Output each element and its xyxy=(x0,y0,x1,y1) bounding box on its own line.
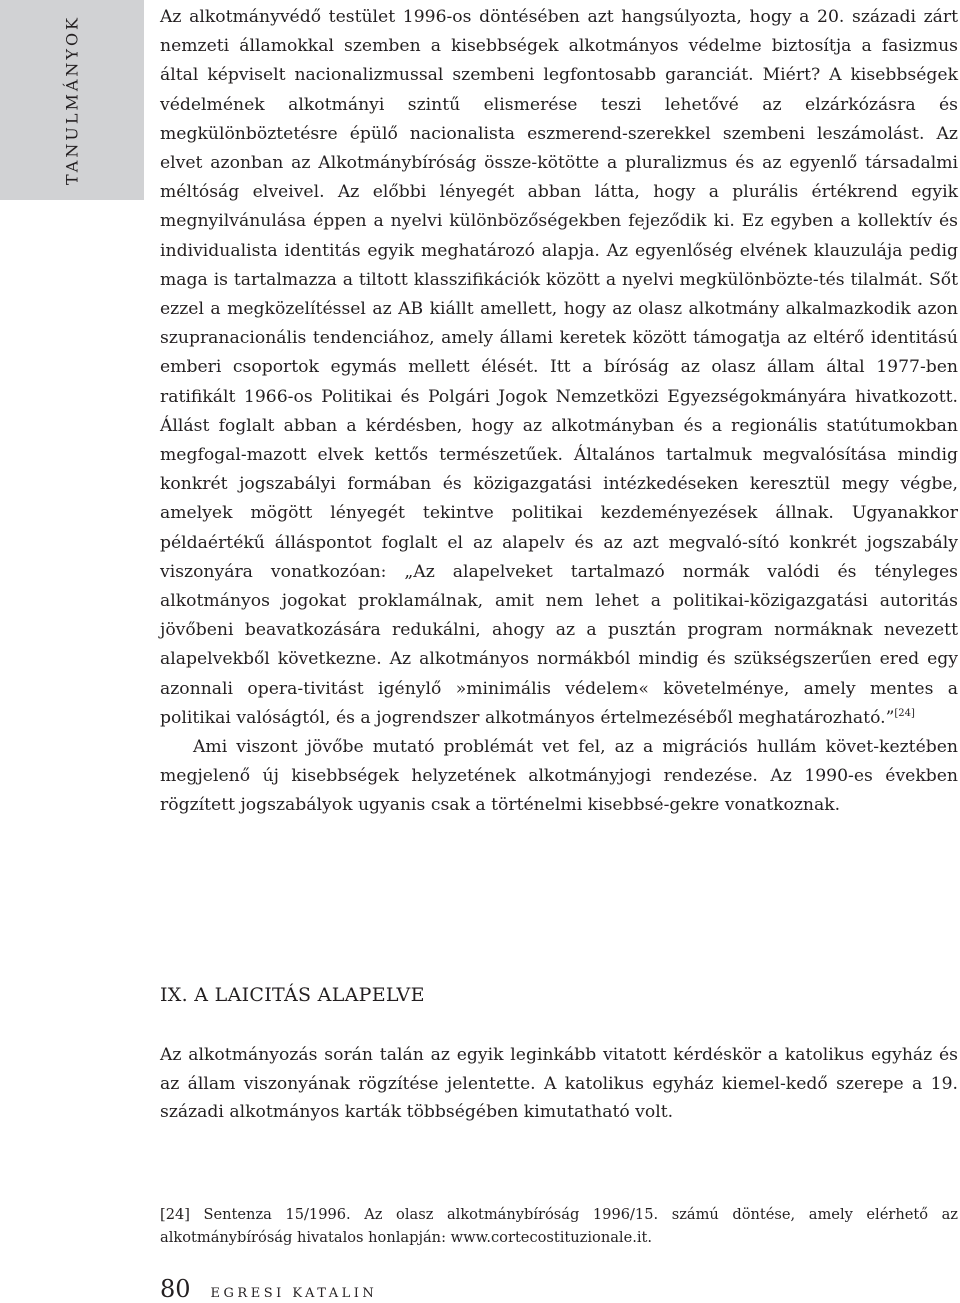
text-line: tés tilalmát. Sőt ezzel a megközelítéssel az AB kiállt amellett, hogy az olasz xyxy=(160,269,958,320)
text-line: kötötte a pluralizmus és az egyenlő társadalmi méltóság elveivel. Az előbbi xyxy=(160,153,959,203)
text-line: alkotmányos normákból mindig és szükségszerűen ered egy azonnali opera- xyxy=(160,649,959,699)
section-paragraph xyxy=(160,1041,958,1127)
text-line: keztében megjelenő új kisebbségek helyzetének alkotmányjogi rendezése. Az xyxy=(160,737,958,787)
footnote-reference[interactable]: [24] xyxy=(894,707,915,719)
section-heading: IX. A LAICITÁS ALAPELVE xyxy=(160,984,425,1006)
text-line: garanciát. Miért? A kisebbségek védelmének alkotmányi szintű elismerése teszi xyxy=(160,65,958,115)
paragraph-1 xyxy=(160,3,958,733)
text-line: Ami viszont jövőbe mutató problémát vet fel, az a migrációs hullám követ- xyxy=(193,737,880,758)
text-line: lehetővé az elzárkózásra és megkülönböztetésre épülő nacionalista eszmerend- xyxy=(160,94,958,144)
text-line: egyház és az állam viszonyának rögzítése jelentette. A katolikus egyház kiemel- xyxy=(160,1045,958,1094)
text-line: szerekkel szembeni leszámolást. Az elvet azonban az Alkotmánybíróság össze- xyxy=(160,123,958,174)
text-line: nyelvi különbözőségekben fejeződik ki. Ez egyben a kollektív és individualista xyxy=(160,211,959,261)
text-line: lehet a politikai-közigazgatási autoritás jövőbeni beavatkozására redukálni, xyxy=(160,591,958,641)
text-line: századi zárt nemzeti államokkal szemben a kisebbségek alkotmányos védelme xyxy=(160,7,958,57)
text-line: normák valódi és tényleges alkotmányos jogokat proklamálnak, amit nem xyxy=(160,561,958,612)
text-line: alkotmány alkalmazkodik azon szupranacionális tendenciához, amely állami xyxy=(160,299,958,349)
text-line: tivitást igénylő »minimális védelem« követelménye, amely mentes a politikai xyxy=(160,678,958,728)
text-line: Az alkotmányvédő testület 1996-os döntésében azt hangsúlyozta, hogy a 20. xyxy=(160,7,845,27)
text-line: ahogy az a pusztán program normáknak nevezett alapelvekből következne. Az xyxy=(160,620,958,670)
text-line: keretek között támogatja az eltérő identitású emberi csoportok egymás mellett xyxy=(160,328,958,378)
text-line: Ugyanakkor példaértékű álláspontot foglalt el az alapelv és az azt megvaló- xyxy=(160,503,958,553)
page-number: 80 xyxy=(160,1275,191,1303)
footnote xyxy=(160,1203,958,1249)
section-tab-label: TANULMÁNYOK xyxy=(62,14,82,186)
page-footer xyxy=(160,1275,377,1303)
text-line: gekre vonatkoznak. xyxy=(669,795,841,816)
text-line: élését. Itt a bíróság az olasz állam által 1977-ben ratifikált 1966-os Politikai és xyxy=(160,357,958,407)
paragraph-2 xyxy=(160,733,958,821)
main-text xyxy=(160,3,958,821)
section-body xyxy=(160,1041,958,1127)
text-line: valóságtól, és a jogrendszer alkotmányos értelmezéséből meghatározható.” xyxy=(236,707,895,728)
text-line: lényegét abban látta, hogy a plurális értékrend egyik megnyilvánulása éppen a xyxy=(160,182,959,232)
text-line: Polgári Jogok Nemzetközi Egyezségokmányára hivatkozott. Állást foglalt abban xyxy=(160,386,958,436)
text-line: konkrét jogszabályi formában és közigazgatási intézkedéseken keresztül megy xyxy=(160,474,889,495)
text-line: kedő szerepe a 19. századi alkotmányos karták többségében kimutatható volt. xyxy=(160,1073,958,1122)
text-line: a kérdésben, hogy az alkotmányban és a regionális statútumokban megfogal- xyxy=(160,415,958,466)
text-line: sító konkrét jogszabály viszonyára vonatkozóan: „Az alapelveket tartalmazó xyxy=(160,532,958,582)
text-line: Az alkotmányozás során talán az egyik leginkább vitatott kérdéskör a katolikus xyxy=(160,1045,865,1065)
text-line: maga is tartalmazza a tiltott klasszifikációk között a nyelvi megkülönbözte- xyxy=(160,269,819,290)
footnote-line: [24] Sentenza 15/1996. Az olasz alkotmánybíróság 1996/15. számú döntése, amely elérhető az xyxy=(160,1206,958,1223)
text-line: biztosítja a fasizmus által képviselt nacionalizmussal szembeni legfontosabb xyxy=(160,36,958,86)
section-tab xyxy=(0,0,144,200)
text-line: végbe, amelyek mögött lényegét tekintve politikai kezdeményezések állnak. xyxy=(160,474,958,524)
text-line: mazott elvek kettős természetűek. Általános tartalmuk megvalósítása mindig xyxy=(246,445,958,466)
footnote-line: alkotmánybíróság hivatalos honlapján: www.cortecostituzionale.it. xyxy=(160,1229,653,1246)
author-name: EGRESI KATALIN xyxy=(210,1286,378,1301)
text-line: identitás egyik meghatározó alapja. Az egyenlőség elvének klauzulája pedig xyxy=(284,240,958,261)
text-line: 1990-es években rögzített jogszabályok ugyanis csak a történelmi kisebbsé- xyxy=(160,766,958,816)
